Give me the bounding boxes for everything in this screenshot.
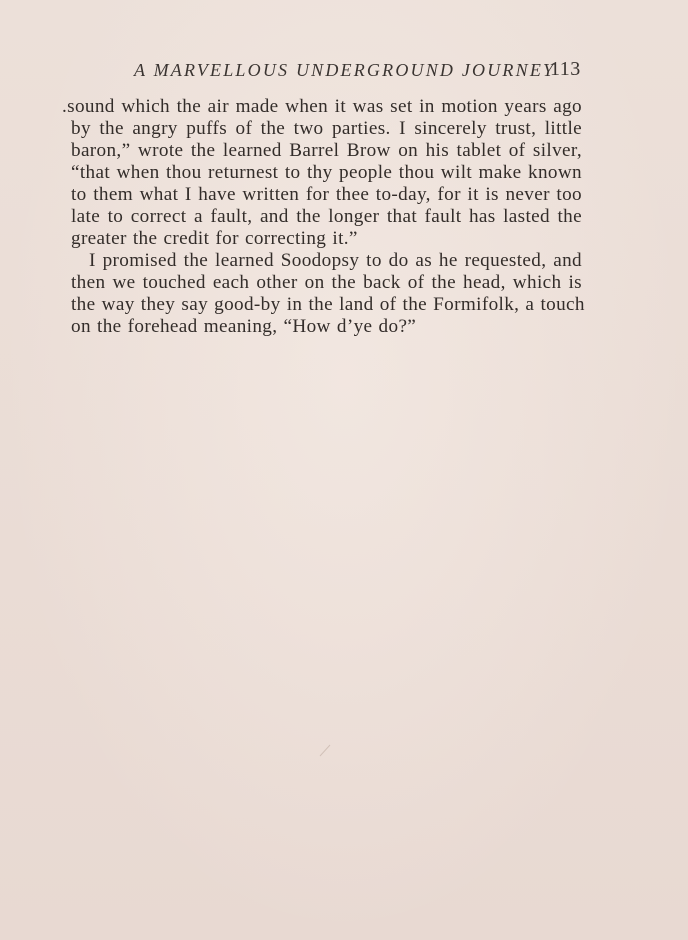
text-line: to them what I have written for thee to-day, for it is never too bbox=[71, 184, 582, 205]
text-line: I promised the learned Soodopsy to do as he requested, and bbox=[89, 250, 582, 271]
text-line: greater the credit for correcting it.” bbox=[71, 228, 358, 249]
text-line: .sound which the air made when it was set in motion years ago bbox=[62, 96, 582, 117]
text-line: late to correct a fault, and the longer that fault has lasted the bbox=[71, 206, 582, 227]
paper-blemish-icon bbox=[318, 742, 334, 758]
body-text bbox=[62, 96, 585, 338]
page-number: 113 bbox=[550, 58, 581, 80]
text-line: then we touched each other on the back of the head, which is bbox=[71, 272, 582, 293]
text-line: “that when thou returnest to thy people thou wilt make known bbox=[71, 162, 582, 183]
running-title: A MARVELLOUS UNDERGROUND JOURNEY bbox=[134, 60, 556, 80]
text-line: on the forehead meaning, “How d’ye do?” bbox=[71, 316, 417, 337]
text-line: baron,” wrote the learned Barrel Brow on his tablet of silver, bbox=[71, 140, 582, 161]
text-line: by the angry puffs of the two parties. I sincerely trust, little bbox=[71, 118, 582, 139]
text-line: the way they say good-by in the land of the Formifolk, a touch bbox=[71, 294, 585, 315]
